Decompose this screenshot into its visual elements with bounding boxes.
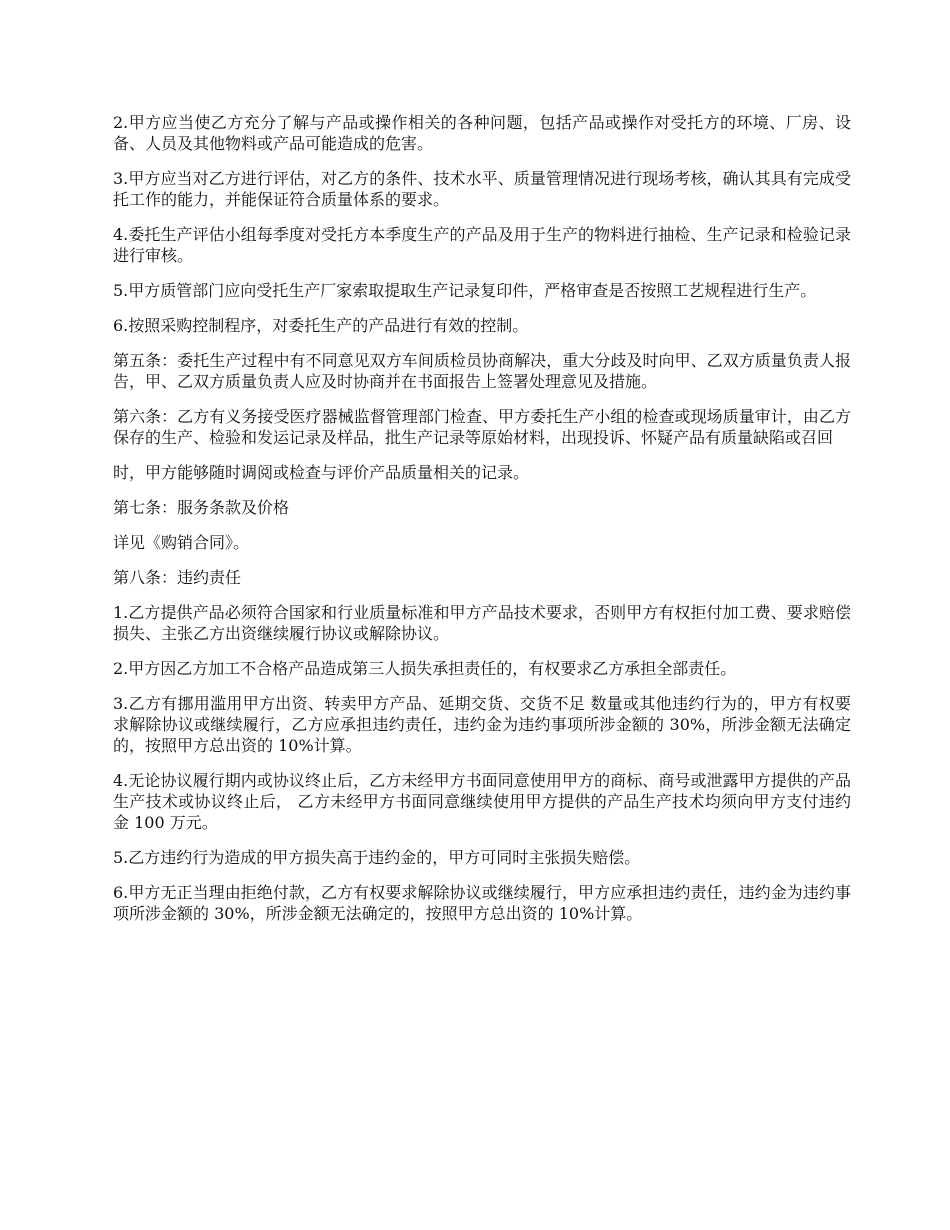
article-7-heading: 第七条：服务条款及价格 xyxy=(113,498,290,517)
article-5-dispute-resolution: 第五条：委托生产过程中有不同意见双方车间质检员协商解决，重大分歧及时向甲、乙双方质量负责人报告，甲、乙双方质量负责人应及时协商并在书面报告上签署处理意见及措施。 xyxy=(113,351,851,391)
article-7-body: 详见《购销合同》。 xyxy=(113,533,250,552)
breach-clause-6: 6.甲方无正当理由拒绝付款，乙方有权要求解除协议或继续履行，甲方应承担违约责任，违约金为违约事项所涉金额的 30%，所涉金额无法确定的，按照甲方总出资的 10%计算。 xyxy=(113,883,851,923)
article-8-heading: 第八条：违约责任 xyxy=(113,568,242,587)
clause-3-evaluation: 3.甲方应当对乙方进行评估，对乙方的条件、技术水平、质量管理情况进行现场考核，确认其具有完成受托工作的能力，并能保证符合质量体系的要求。 xyxy=(113,169,851,209)
article-6-inspection: 第六条：乙方有义务接受医疗器械监督管理部门检查、甲方委托生产小组的检查或现场质量审计，由乙方保存的生产、检验和发运记录及样品，批生产记录等原始材料，出现投诉、怀疑产品有质量缺陷或召回 xyxy=(113,407,851,447)
breach-clause-2: 2.甲方因乙方加工不合格产品造成第三人损失承担责任的，有权要求乙方承担全部责任。 xyxy=(113,659,737,678)
breach-clause-4: 4.无论协议履行期内或协议终止后，乙方未经甲方书面同意使用甲方的商标、商号或泄露甲方提供的产品生产技术或协议终止后， 乙方未经甲方书面同意继续使用甲方提供的产品生产技术均须向甲方支付违约金 100 万元。 xyxy=(113,771,851,832)
breach-clause-3: 3.乙方有挪用滥用甲方出资、转卖甲方产品、延期交货、交货不足 数量或其他违约行为的，甲方有权要求解除协议或继续履行，乙方应承担违约责任，违约金为违约事项所涉金额的 30%，所涉金额无法确定的，按照甲方总出资的 10%计算。 xyxy=(113,694,851,755)
clause-6-procurement-control: 6.按照采购控制程序，对委托生产的产品进行有效的控制。 xyxy=(113,316,529,335)
clause-4-quarterly-audit: 4.委托生产评估小组每季度对受托方本季度生产的产品及用于生产的物料进行抽检、生产记录和检验记录进行审核。 xyxy=(113,225,851,265)
article-6-continuation: 时，甲方能够随时调阅或检查与评价产品质量相关的记录。 xyxy=(113,463,530,482)
clause-5-records-review: 5.甲方质管部门应向受托生产厂家索取提取生产记录复印件，严格审查是否按照工艺规程进行生产。 xyxy=(113,281,817,300)
breach-clause-5: 5.乙方违约行为造成的甲方损失高于违约金的，甲方可同时主张损失赔偿。 xyxy=(113,848,641,867)
clause-2-hazard-disclosure: 2.甲方应当使乙方充分了解与产品或操作相关的各种问题，包括产品或操作对受托方的环境、厂房、设备、人员及其他物料或产品可能造成的危害。 xyxy=(113,113,851,153)
document-page xyxy=(113,112,851,938)
breach-clause-1: 1.乙方提供产品必须符合国家和行业质量标准和甲方产品技术要求，否则甲方有权拒付加工费、要求赔偿损失、主张乙方出资继续履行协议或解除协议。 xyxy=(113,603,851,643)
